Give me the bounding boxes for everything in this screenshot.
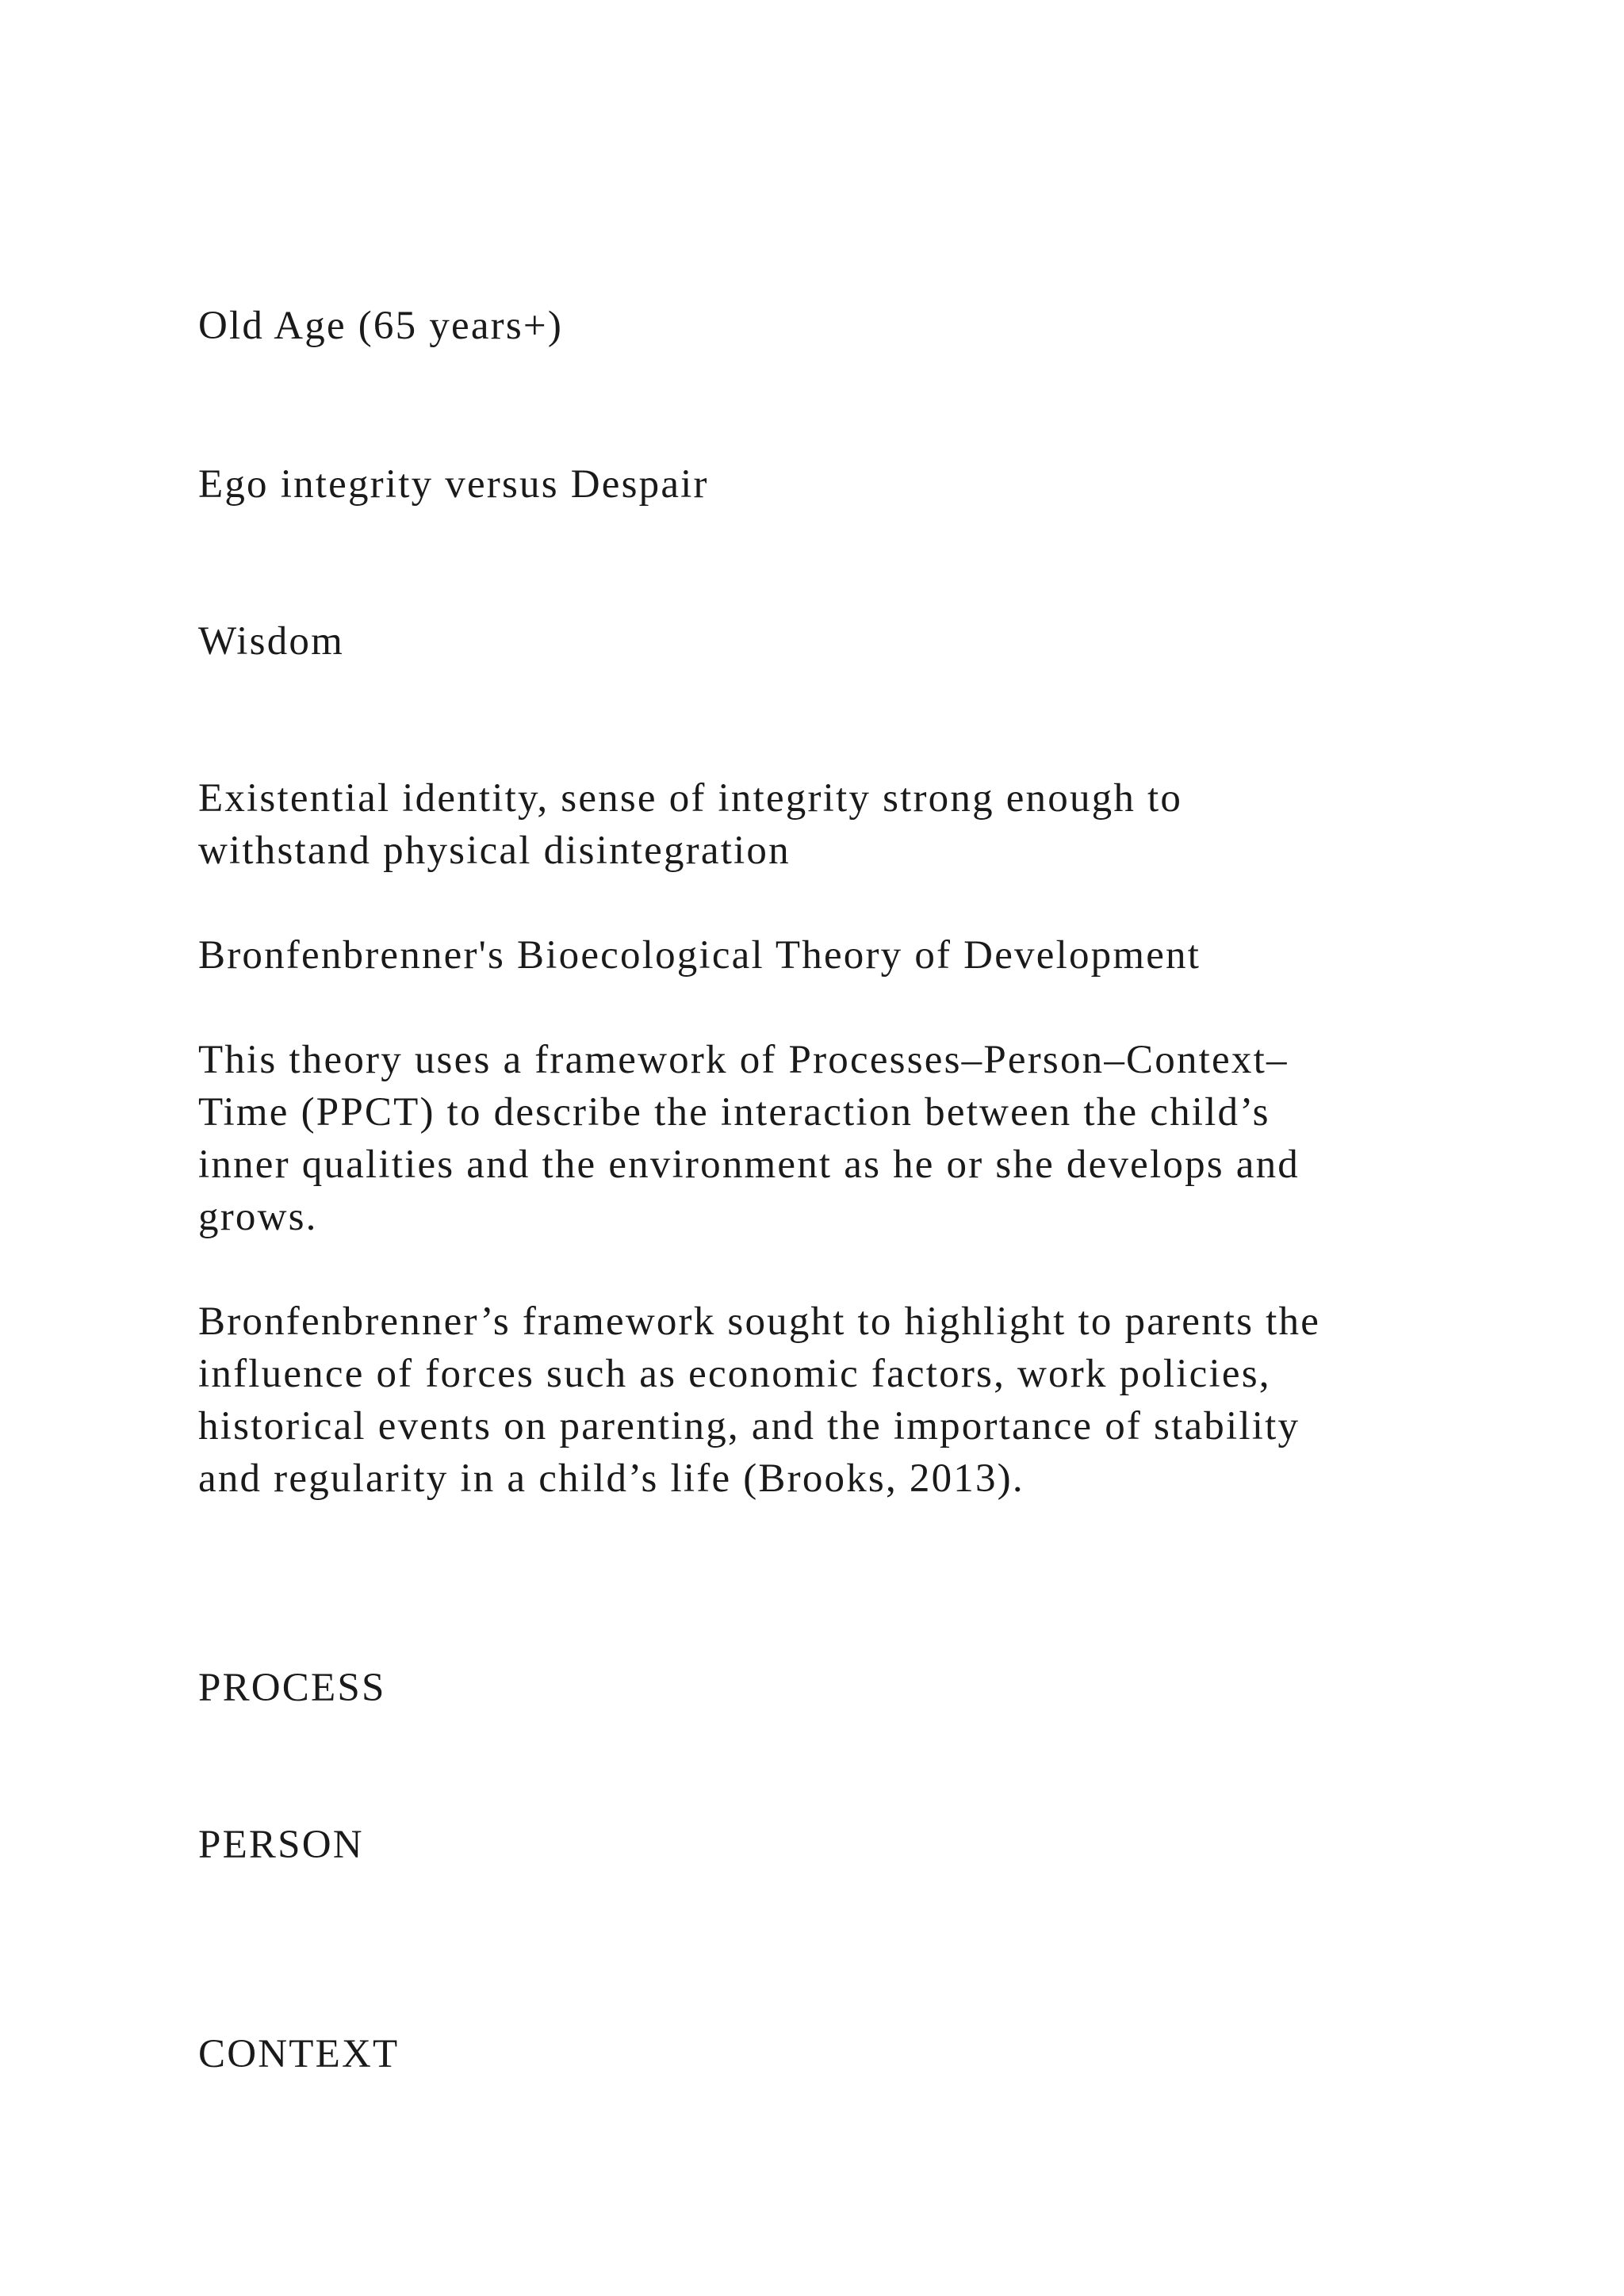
text-line: inner qualities and the environment as he or she develops and	[198, 1142, 1300, 1187]
text-line: influence of forces such as economic factors, work policies,	[198, 1352, 1271, 1396]
stage-conflict: Ego integrity versus Despair	[198, 462, 709, 507]
label-context: CONTEXT	[198, 2032, 400, 2076]
stage-virtue: Wisdom	[198, 619, 344, 664]
text-line: Existential identity, sense of integrity strong enough to	[198, 776, 1183, 821]
label-process: PROCESS	[198, 1666, 386, 1710]
theory-paragraph	[198, 1034, 1300, 1243]
framework-paragraph	[198, 1295, 1320, 1505]
stage-description	[198, 772, 1182, 877]
text-line: Bronfenbrenner’s framework sought to highlight to parents the	[198, 1299, 1321, 1344]
text-line: grows.	[198, 1195, 318, 1239]
text-line: Time (PPCT) to describe the interaction between the child’s	[198, 1090, 1270, 1135]
text-line: and regularity in a child’s life (Brooks, 2013).	[198, 1456, 1025, 1501]
text-line: historical events on parenting, and the importance of stability	[198, 1404, 1300, 1448]
text-line: withstand physical disintegration	[198, 828, 791, 873]
stage-age: Old Age (65 years+)	[198, 304, 564, 348]
section-heading: Bronfenbrenner's Bioecological Theory of Development	[198, 933, 1201, 978]
text-line: This theory uses a framework of Processes–Person–Context–	[198, 1038, 1289, 1082]
label-person: PERSON	[198, 1823, 364, 1867]
